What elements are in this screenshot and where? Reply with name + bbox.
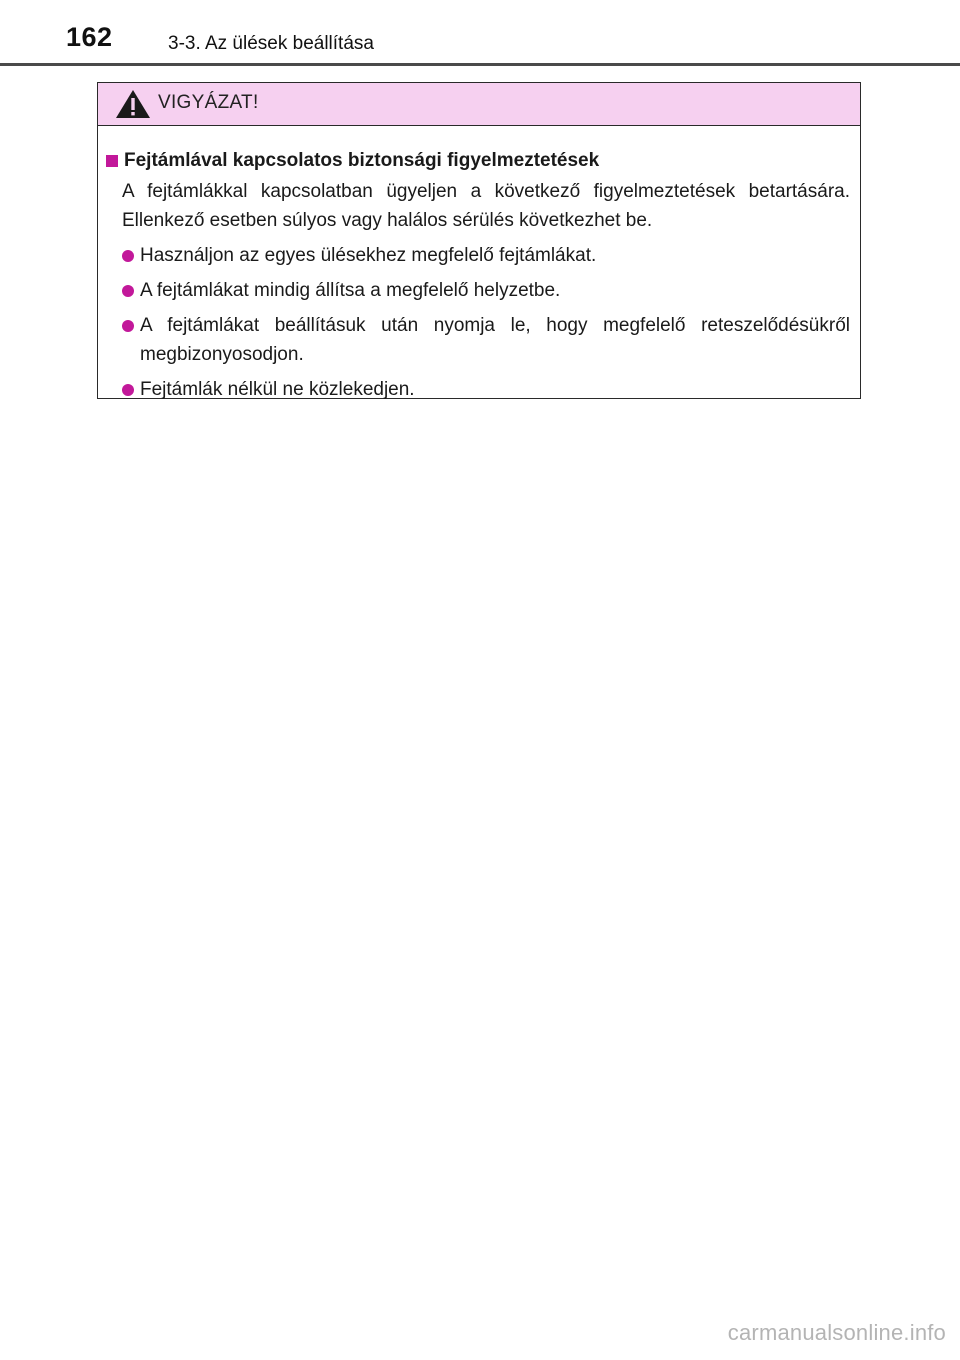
bullet-dot-icon xyxy=(122,285,134,297)
list-item-text: A fejtámlákat mindig állítsa a megfelelő helyzetbe. xyxy=(140,280,561,301)
caution-header xyxy=(98,83,860,126)
watermark: carmanualsonline.info xyxy=(727,1320,946,1345)
caution-body xyxy=(98,126,860,404)
page-number: 162 xyxy=(66,22,113,52)
caution-heading-text: Fejtámlával kapcsolatos biztonsági figyelmeztetések xyxy=(124,150,600,171)
list-item-text: Fejtámlák nélkül ne közlekedjen. xyxy=(140,379,415,400)
square-bullet-icon xyxy=(106,155,118,167)
bullet-dot-icon xyxy=(122,384,134,396)
caution-label: VIGYÁZAT! xyxy=(158,92,259,113)
caution-list xyxy=(122,241,850,404)
page-header xyxy=(0,0,960,66)
warning-triangle-icon xyxy=(115,89,151,119)
caution-box xyxy=(97,82,861,399)
list-item-text: Használjon az egyes ülésekhez megfelelő fejtámlákat. xyxy=(140,245,597,266)
section-title: 3-3. Az ülések beállítása xyxy=(168,33,374,54)
list-item-text: A fejtámlákat beállításuk után nyomja le, hogy megfelelő reteszelődésükről megbizonyosodjon. xyxy=(140,315,850,365)
bullet-dot-icon xyxy=(122,250,134,262)
header-divider xyxy=(0,63,960,66)
list-item xyxy=(122,241,850,270)
caution-intro: A fejtámlákkal kapcsolatban ügyeljen a következő figyelmeztetések betartására. Ellenkező esetben súlyos vagy halálos sérülés következhet be. xyxy=(122,181,850,231)
list-item xyxy=(122,276,850,305)
caution-heading xyxy=(105,146,850,175)
list-item xyxy=(122,375,850,404)
bullet-dot-icon xyxy=(122,320,134,332)
list-item xyxy=(122,311,850,369)
